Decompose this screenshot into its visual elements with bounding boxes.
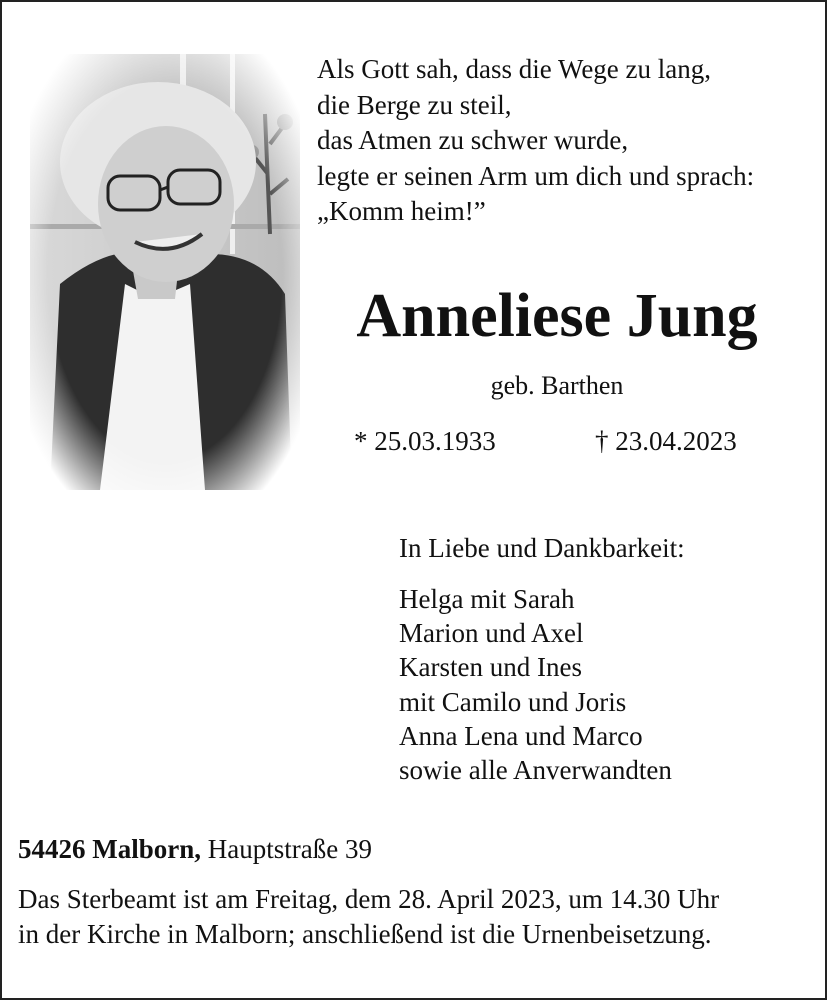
list-item: Marion und Axel bbox=[399, 618, 584, 649]
list-item: Anna Lena und Marco bbox=[399, 720, 643, 751]
poem bbox=[317, 52, 807, 230]
service-line: Das Sterbeamt ist am Freitag, dem 28. April 2023, um 14.30 Uhr bbox=[18, 884, 720, 914]
poem-line: die Berge zu steil, bbox=[317, 89, 512, 120]
list-item: mit Camilo und Joris bbox=[399, 686, 627, 717]
poem-line: legte er seinen Arm um dich und sprach: bbox=[317, 160, 755, 191]
maiden-name: geb. Barthen bbox=[490, 371, 624, 400]
list-item: sowie alle Anverwandten bbox=[399, 755, 672, 786]
address-street: Hauptstraße 39 bbox=[207, 834, 372, 864]
list-item: Helga mit Sarah bbox=[399, 584, 575, 614]
death-date: † 23.04.2023 bbox=[595, 426, 737, 456]
birth-date: * 25.03.1933 bbox=[354, 426, 496, 456]
address bbox=[18, 832, 372, 866]
deceased-name: Anneliese Jung bbox=[356, 282, 758, 350]
address-place: 54426 Malborn, bbox=[18, 834, 202, 864]
family-list bbox=[399, 582, 672, 787]
portrait-photo bbox=[30, 54, 300, 490]
poem-line: das Atmen zu schwer wurde, bbox=[317, 125, 629, 155]
poem-line: Als Gott sah, dass die Wege zu lang, bbox=[317, 54, 712, 84]
thanks-heading: In Liebe und Dankbarkeit: bbox=[399, 533, 685, 563]
poem-line: „Komm heim!” bbox=[317, 196, 486, 226]
list-item: Karsten und Ines bbox=[399, 652, 582, 683]
service-info bbox=[18, 882, 818, 952]
service-line: in der Kirche in Malborn; anschließend ist die Urnenbeisetzung. bbox=[18, 919, 712, 949]
